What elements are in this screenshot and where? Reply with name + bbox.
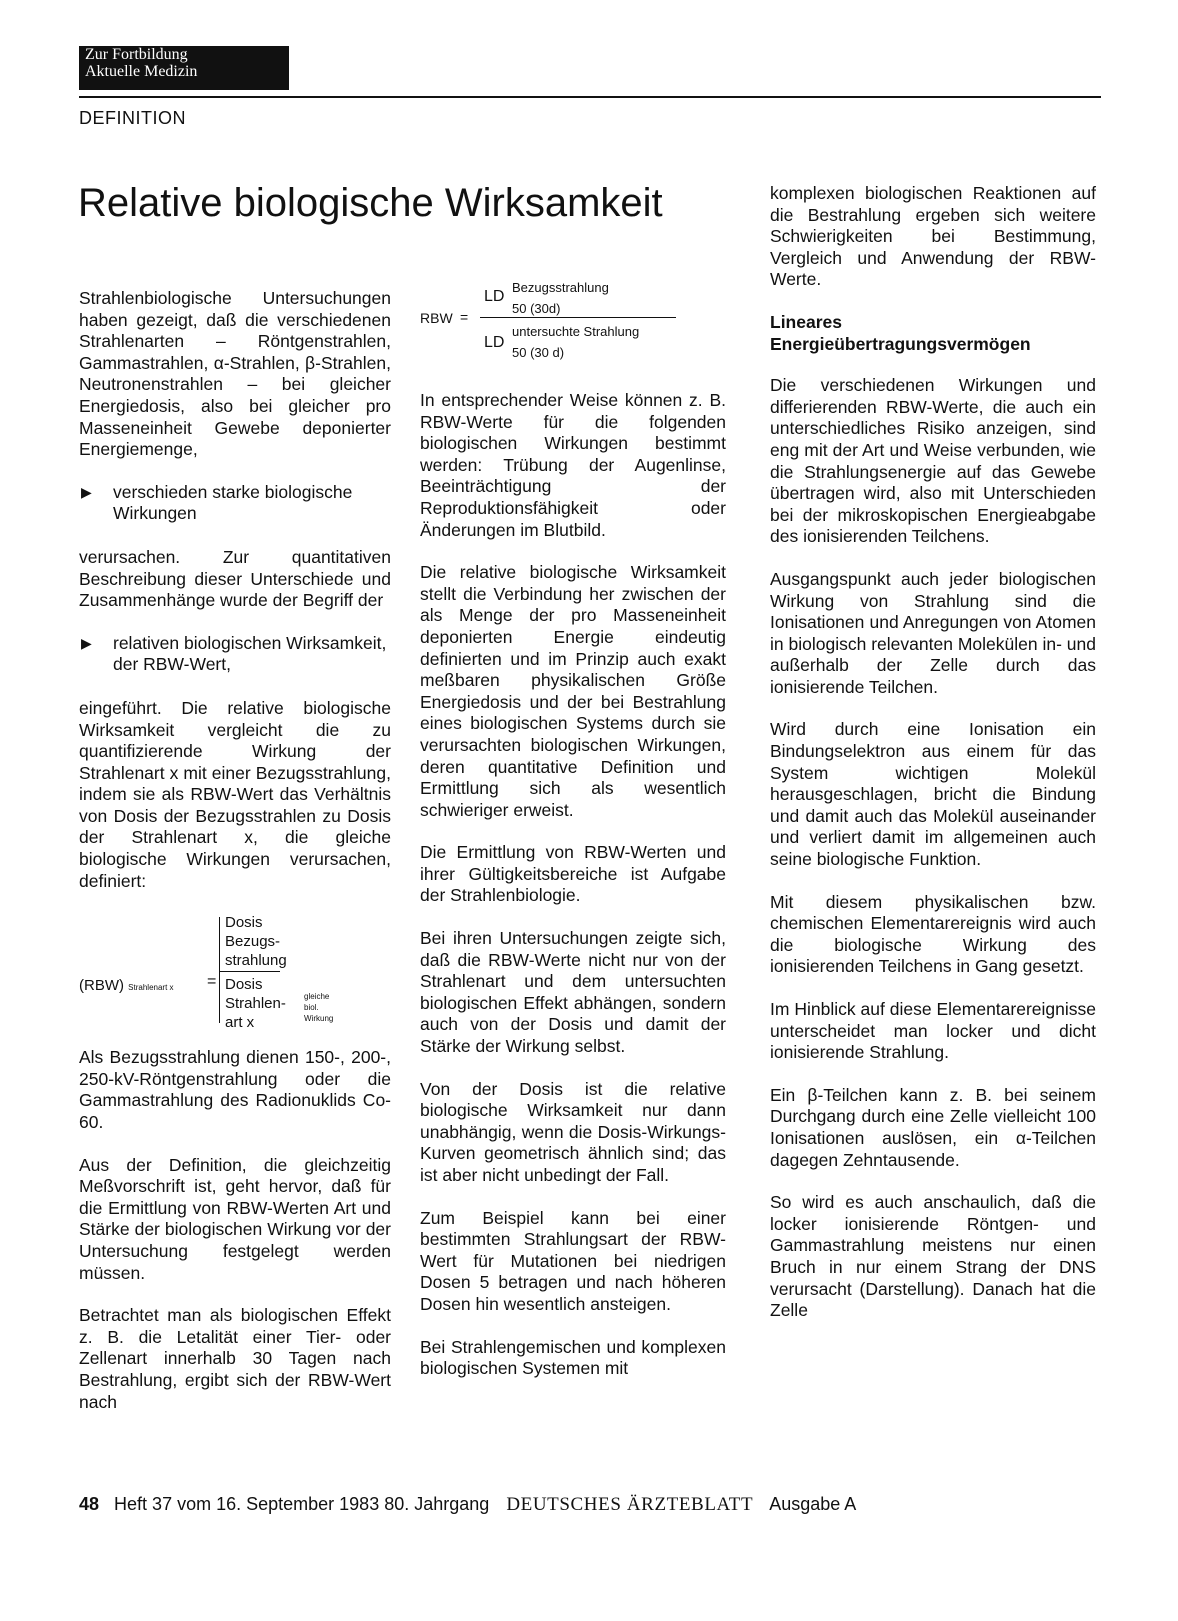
page-number: 48 (79, 1494, 100, 1514)
paragraph: eingeführt. Die relative biologische Wirksamkeit vergleicht die zu quantifizierende Wirkung der Strahlenart x mit einer Bezugsstrahlung, indem sie als RBW-Wert das Verhältnis von Dosis der Bezugsstrahlen zu Dosis der Strahlenart x, die gleiche biologische Wirkungen verursachen, definiert: (79, 697, 391, 891)
column-3 (770, 183, 1096, 1343)
triangle-bullet-icon: ▶ (81, 483, 92, 500)
paragraph: komplexen biologischen Reaktionen auf die Bestrahlung ergeben sich weitere Schwierigkeiten bei Bestimmung, Vergleich und Anwendung der RBW-Werte. (770, 183, 1096, 290)
paragraph: In entsprechender Weise können z. B. RBW-Werte für die folgenden biologischen Wirkungen bestimmt werden: Trübung der Augenlinse, Beeinträchtigung der Reproduktionsfähigkeit oder Änderungen im Blutbild. (420, 390, 726, 540)
numerator-subscript: 50 (30d) (512, 301, 561, 316)
formula-equals: = (460, 309, 469, 325)
formula-denominator: Dosis Strahlen- art x (225, 976, 286, 1032)
paragraph: verursachen. Zur quantitativen Beschreibung dieser Unterschiede und Zusammenhänge wurde der Begriff der (79, 546, 391, 611)
fraction-line (220, 971, 280, 972)
article-title: Relative biologische Wirksamkeit (78, 181, 663, 225)
issue-info: Heft 37 vom 16. September 1983 80. Jahrgang (114, 1494, 490, 1514)
paragraph: Als Bezugsstrahlung dienen 150-, 200-, 250-kV-Röntgenstrahlung oder die Gammastrahlung des Radionuklids Co-60. (79, 1047, 391, 1133)
rbw-dose-formula (79, 913, 391, 1031)
paragraph: Bei Strahlengemischen und komplexen biologischen Systemen mit (420, 1336, 726, 1379)
paragraph: Betrachtet man als biologischen Effekt z. B. die Letalität einer Tier- oder Zellenart innerhalb 30 Tagen nach Bestrahlung, ergibt sich der RBW-Wert nach (79, 1305, 391, 1412)
paragraph: Wird durch eine Ionisation ein Bindungselektron aus einem für das System wichtigen Molekül herausgeschlagen, bricht die Bindung und damit auch das Molekül auseinander und verliert damit im allgemeinen auch seine biologische Funktion. (770, 719, 1096, 870)
banner-line-1: Zur Fortbildung (85, 46, 188, 63)
paragraph: Ausgangspunkt auch jeder biologischen Wirkung von Strahlung sind die Ionisationen und Anregungen von Atomen in biologisch relevanten Molekülen in- und außerhalb der Zelle durch das ionisierende Teilchen. (770, 568, 1096, 697)
formula-lhs: (RBW) Strahlenart x (79, 977, 174, 995)
paragraph: Aus der Definition, die gleichzeitig Meßvorschrift ist, geht hervor, daß für die Ermittlung von RBW-Werten Art und Stärke der biologischen Wirkung vor der Untersuchung festgelegt werden müssen. (79, 1154, 391, 1283)
formula-bracket (219, 917, 220, 1023)
column-2 (420, 280, 726, 1401)
paragraph: Mit diesem physikalischen bzw. chemischen Elementarereignis wird auch die biologische Wirkung des ionisierenden Teilchens in Gang gesetzt. (770, 891, 1096, 977)
paragraph: So wird es auch anschaulich, daß die locker ionisierende Röntgen- und Gammastrahlung meistens nur einen Bruch in nur einem Strang der DNS verursacht (Darstellung). Danach hat die Zelle (770, 1192, 1096, 1321)
bullet-item (79, 482, 391, 525)
denominator-superscript: untersuchte Strahlung (512, 324, 640, 339)
column-1 (79, 288, 391, 1434)
journal-name: DEUTSCHES ÄRZTEBLATT (506, 1494, 754, 1515)
paragraph: Bei ihren Untersuchungen zeigte sich, daß die RBW-Werte nicht nur von der Strahlenart und dem untersuchten biologischen Effekt abhängen, sondern auch von der Dosis und damit der Stärke der Wirkung selbst. (420, 928, 726, 1057)
header-rule (79, 96, 1101, 98)
rbw-ld50-formula (420, 280, 726, 370)
fraction-line (480, 317, 676, 318)
paragraph: Die verschiedenen Wirkungen und differierenden RBW-Werte, die auch ein unterschiedliches Risiko anzeigen, sind eng mit der Art und Weise verbunden, wie die Strahlungsenergie auf das Gewebe übertragen wird, also mit Unterschieden bei der mikroskopischen Energieabgabe des ionisierenden Teilchens. (770, 375, 1096, 547)
bullet-text: relativen biologischen Wirksamkeit, der RBW-Wert, (113, 632, 387, 675)
edition: Ausgabe A (769, 1494, 857, 1514)
triangle-bullet-icon: ▶ (81, 634, 92, 651)
formula-numerator: Dosis Bezugs- strahlung (225, 914, 287, 970)
page-footer (79, 1494, 856, 1516)
paragraph: Die relative biologische Wirksamkeit stellt die Verbindung her zwischen der als Menge der pro Masseneinheit deponierten Energie eindeutig definierten und im Prinzip auch exakt meßbaren physikalischen Größe Energiedosis und der bei Bestrahlung eines biologischen Systems durch sie verursachten biologischen Wirkungen, deren quantitative Definition und Ermittlung sich als wesentlich schwieriger erweist. (420, 562, 726, 820)
subheading: Lineares Energieübertragungsvermögen (770, 311, 1031, 354)
paragraph: Zum Beispiel kann bei einer bestimmten Strahlungsart der RBW-Wert für Mutationen bei niedrigen Dosen 5 betragen und nach höheren Dosen hin wesentlich ansteigen. (420, 1207, 726, 1314)
formula-lhs: RBW (420, 310, 453, 326)
formula-equals: = (207, 973, 217, 991)
paragraph: Strahlenbiologische Untersuchungen haben gezeigt, daß die verschiedenen Strahlenarten – Röntgenstrahlen, Gammastrahlen, α-Strahlen, β-Strahlen, Neutronenstrahlen – bei gleicher Energiedosis, also bei gleicher pro Masseneinheit Gewebe deponierter Energiemenge, (79, 288, 391, 460)
bullet-item (79, 633, 391, 676)
bullet-text: verschieden starke biologische Wirkungen (113, 481, 353, 524)
formula-note: gleiche biol. Wirkung (304, 992, 334, 1024)
section-label: DEFINITION (79, 108, 186, 128)
paragraph: Die Ermittlung von RBW-Werten und ihrer Gültigkeitsbereiche ist Aufgabe der Strahlenbiologie. (420, 842, 726, 906)
section-banner (79, 46, 289, 90)
paragraph: Ein β-Teilchen kann z. B. bei seinem Durchgang durch eine Zelle vielleicht 100 Ionisationen auslösen, ein α-Teilchen dagegen Zehntausende. (770, 1084, 1096, 1170)
denominator-subscript: 50 (30 d) (512, 345, 565, 360)
paragraph: Im Hinblick auf diese Elementarereignisse unterscheidet man locker und dicht ionisierende Strahlung. (770, 999, 1096, 1063)
ld-symbol: LD (484, 334, 505, 351)
ld-symbol: LD (484, 288, 505, 305)
banner-line-2: Aktuelle Medizin (85, 63, 198, 80)
paragraph: Von der Dosis ist die relative biologische Wirksamkeit nur dann unabhängig, wenn die Dosis-Wirkungs-Kurven geometrisch ähnlich sind; das ist aber nicht unbedingt der Fall. (420, 1078, 726, 1185)
numerator-superscript: Bezugsstrahlung (512, 280, 609, 295)
